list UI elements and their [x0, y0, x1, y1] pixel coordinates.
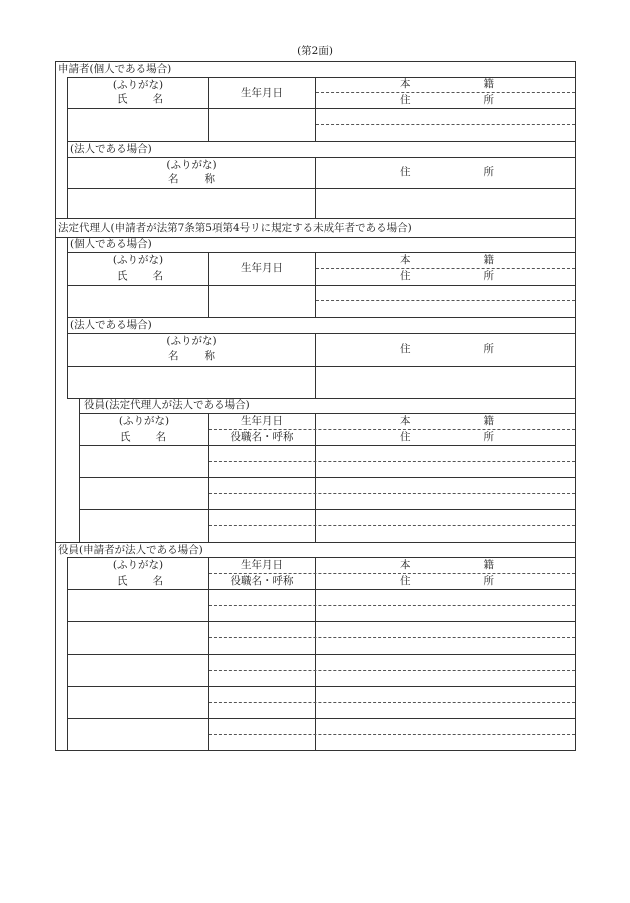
- hline: [79, 413, 576, 414]
- vline: [315, 77, 316, 141]
- dashed-line: [209, 461, 575, 462]
- name-label: 氏 名: [117, 575, 163, 587]
- furigana-label: (ふりがな): [112, 79, 164, 91]
- hline: [67, 188, 576, 189]
- furigana-label: (ふりがな): [166, 335, 217, 347]
- name-label: 氏 名: [117, 270, 163, 282]
- hline: [67, 654, 576, 655]
- name-label: 氏 名: [117, 93, 163, 105]
- hline: [79, 445, 576, 446]
- vline: [315, 252, 316, 317]
- address-label: 住 所: [400, 431, 494, 443]
- honseki-label: 本 籍: [400, 254, 494, 266]
- hline: [67, 557, 576, 558]
- hline: [67, 252, 576, 253]
- name-label: 氏 名: [120, 431, 166, 443]
- birthdate-label: 生年月日: [241, 262, 283, 274]
- address-label: 住 所: [400, 575, 494, 587]
- hline: [67, 317, 576, 318]
- corporate-name-label: 名 称: [168, 350, 215, 362]
- birthdate-label: 生年月日: [241, 415, 283, 427]
- dashed-line: [209, 637, 575, 638]
- legal-rep-corporate-title: (法人である場合): [70, 319, 152, 331]
- honseki-label: 本 籍: [400, 559, 494, 571]
- legal-rep-individual-title: (個人である場合): [70, 238, 152, 250]
- hline: [67, 366, 576, 367]
- dashed-line: [209, 573, 575, 574]
- hline: [55, 750, 576, 751]
- hline: [67, 108, 576, 109]
- hline: [67, 718, 576, 719]
- furigana-label: (ふりがな): [112, 559, 164, 571]
- dashed-line: [209, 734, 575, 735]
- hline: [67, 157, 576, 158]
- legal-rep-section-title: 法定代理人(申請者が法第7条第5項第4号リに規定する未成年者である場合): [58, 222, 412, 234]
- address-label: 住 所: [400, 166, 494, 178]
- outer-right-border: [575, 61, 576, 750]
- hline: [55, 218, 576, 219]
- hline: [67, 77, 576, 78]
- birthdate-label: 生年月日: [241, 87, 283, 99]
- dashed-line: [209, 493, 575, 494]
- vline: [315, 333, 316, 398]
- vline: [315, 157, 316, 218]
- dashed-line: [209, 525, 575, 526]
- address-label: 住 所: [400, 270, 494, 282]
- vline: [315, 413, 316, 542]
- dashed-line: [316, 300, 575, 301]
- hline: [79, 509, 576, 510]
- dashed-line: [209, 702, 575, 703]
- indent-border-applicant: [67, 77, 68, 218]
- applicant-section-title: 申請者(個人である場合): [58, 63, 172, 75]
- legal-rep-officers-title: 役員(法定代理人が法人である場合): [84, 399, 250, 411]
- hline: [79, 477, 576, 478]
- hline: [67, 333, 576, 334]
- officers-section-title: 役員(申請者が法人である場合): [58, 544, 203, 556]
- outer-left-border: [55, 61, 56, 750]
- furigana-label: (ふりがな): [118, 415, 170, 427]
- hline: [67, 589, 576, 590]
- hline: [67, 686, 576, 687]
- dashed-line: [316, 268, 575, 269]
- vline: [315, 557, 316, 750]
- dashed-line: [316, 92, 575, 93]
- dashed-line: [209, 605, 575, 606]
- dashed-line: [316, 124, 575, 125]
- furigana-label: (ふりがな): [166, 159, 217, 171]
- dashed-line: [209, 429, 575, 430]
- hline: [67, 141, 576, 142]
- honseki-label: 本 籍: [400, 415, 494, 427]
- corporate-name-label: 名 称: [168, 173, 215, 185]
- page-label: (第2面): [297, 45, 333, 57]
- birthdate-label: 生年月日: [241, 559, 283, 571]
- address-label: 住 所: [400, 94, 494, 106]
- hline: [67, 621, 576, 622]
- applicant-corporate-title: (法人である場合): [70, 143, 152, 155]
- address-label: 住 所: [400, 343, 494, 355]
- hline: [55, 542, 576, 543]
- dashed-line: [209, 670, 575, 671]
- position-label: 役職名・呼称: [230, 431, 294, 443]
- hline: [67, 285, 576, 286]
- furigana-label: (ふりがな): [112, 254, 164, 266]
- honseki-label: 本 籍: [400, 78, 494, 90]
- position-label: 役職名・呼称: [230, 575, 294, 587]
- hline: [55, 61, 576, 62]
